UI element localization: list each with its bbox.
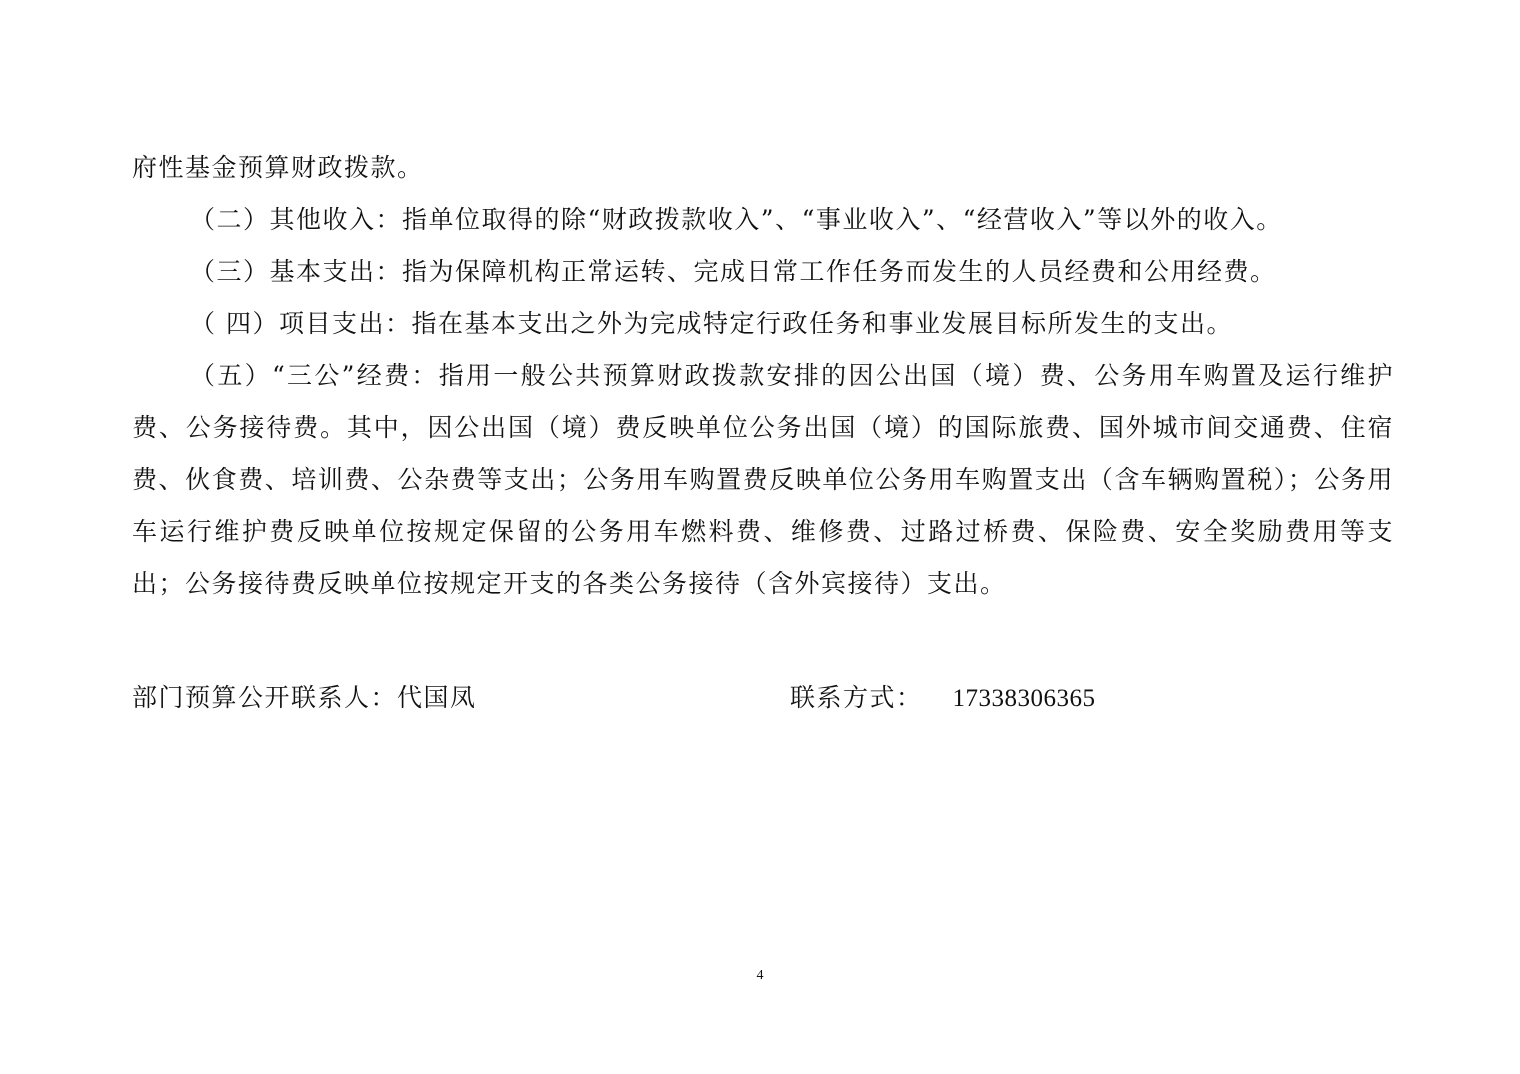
contact-phone: 17338306365	[952, 685, 1096, 712]
body-text	[132, 142, 1394, 610]
contact-method-label: 联系方式：	[790, 683, 923, 712]
paragraph-basic-expenditure: （三）基本支出：指为保障机构正常运转、完成日常工作任务而发生的人员经费和公用经费。	[190, 257, 1277, 286]
paragraph-project-expenditure: （ 四）项目支出：指在基本支出之外为完成特定行政任务和事业发展目标所发生的支出。	[190, 309, 1233, 338]
paragraph-continuation: 府性基金预算财政拨款。	[132, 153, 424, 182]
paragraph-other-income: （二）其他收入：指单位取得的除“财政拨款收入”、“事业收入”、“经营收入”等以外的收入。	[190, 205, 1283, 234]
contact-person: 部门预算公开联系人：代国凤	[132, 683, 477, 712]
contact-line	[132, 676, 1394, 720]
contact-method	[790, 676, 1096, 721]
page-number: 4	[756, 968, 764, 983]
paragraph-three-public-expenses: （五）“三公”经费：指用一般公共预算财政拨款安排的因公出国（境）费、公务用车购置及运行维护费、公务接待费。其中，因公出国（境）费反映单位公务出国（境）的国际旅费、国外城市间交通费、住宿费、伙食费、培训费、公杂费等支出；公务用车购置费反映单位公务用车购置支出（含车辆购置税）；公务用车运行维护费反映单位按规定保留的公务用车燃料费、维修费、过路过桥费、保险费、安全奖励费用等支出；公务接待费反映单位按规定开支的各类公务接待（含外宾接待）支出。	[132, 361, 1394, 598]
